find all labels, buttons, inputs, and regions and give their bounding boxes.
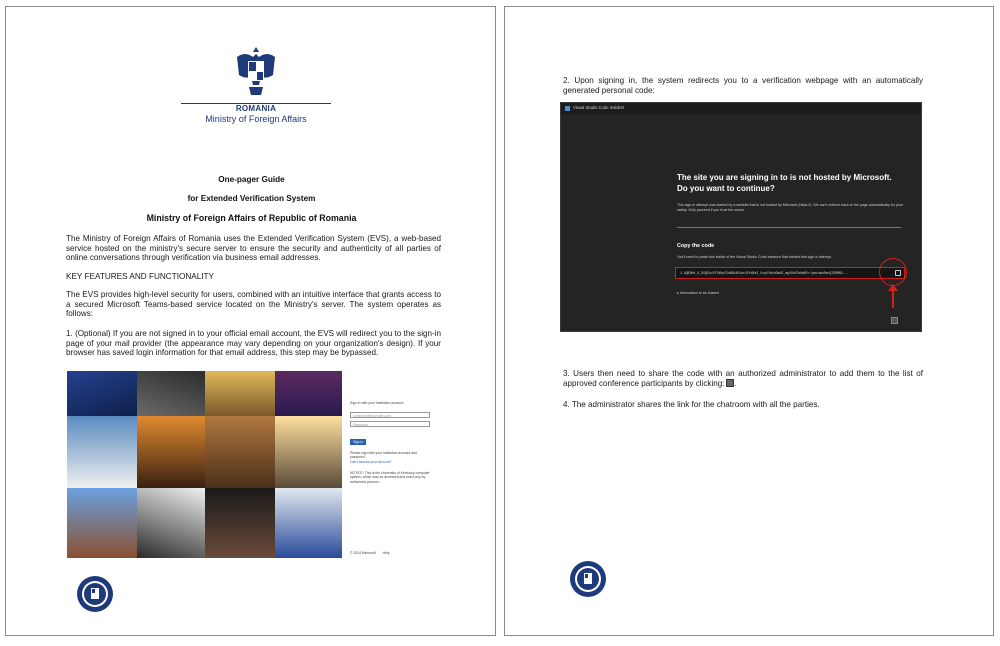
collage-photo [67, 416, 137, 488]
signin-footer-copyright: © 2024 Microsoft [350, 551, 376, 555]
signin-email-field[interactable] [350, 412, 430, 418]
step-2-paragraph: 2. Upon signing in, the system redirects you to a verification webpage with an automatically generated personal code: [563, 76, 923, 95]
logo-ministry: Ministry of Foreign Affairs [205, 114, 307, 124]
signin-prompt: Sign in with your Institution account: [350, 401, 405, 405]
verification-code: 1.AQEAMx_8_9XQ5huT0TWHpCSdN9kA5Vwc3FkH9eI_5vqVYWvhDaWI_mgX0b5SeHwBYrYpmcdaoRanQI0SMR9... [680, 271, 849, 275]
copy-icon[interactable] [891, 317, 898, 324]
collage-photo [275, 416, 342, 488]
vscode-icon [565, 106, 570, 111]
step-3-paragraph: 3. Users then need to share the code with an authorized administrator to add them to the list of approved conference participants by clicking: . [563, 369, 923, 388]
ministry-logo [181, 45, 331, 127]
signin-password-field[interactable] [350, 421, 430, 427]
forgot-account-link[interactable]: Can't access your account? [350, 460, 392, 464]
screenshot-window-title: Visual Studio Code Insiders [573, 105, 625, 110]
signin-panel [342, 371, 437, 558]
collage-photo [137, 488, 205, 558]
logo-country: ROMANIA [235, 104, 277, 113]
collage-photo [67, 371, 137, 416]
collage-photo [205, 371, 275, 416]
screenshot-titlebar [561, 103, 921, 114]
collage-photo [137, 416, 205, 488]
screenshot-divider [677, 227, 901, 228]
doc-title-line-2: for Extended Verification System [187, 194, 316, 203]
signin-password-placeholder: Password [353, 423, 368, 427]
screenshot-warning: This sign in attempt was started by a website that is not hosted by Microsoft (https://). We can't redirect back to the page automatically for your safety. Only proceed if you trust the owner. [677, 203, 903, 212]
collage-photo [275, 371, 342, 416]
copy-code-instruction: You'll need to paste this inside of the Visual Studio Code instance that started this sign in attempt. [677, 255, 832, 259]
info-disclosure-label: Information to be shared [679, 291, 719, 295]
highlight-arrow-line [892, 286, 894, 308]
highlight-circle [879, 258, 907, 286]
collage-photo [205, 416, 275, 488]
signin-email-placeholder: someone@example.com [353, 414, 391, 418]
signin-photo-collage [67, 371, 342, 558]
document-page-1 [5, 6, 496, 636]
doc-title-line-3: Ministry of Foreign Affairs of Republic of Romania [146, 213, 357, 223]
signin-button[interactable]: Sign in [350, 439, 366, 445]
university-seal-icon [569, 560, 607, 598]
step-1-paragraph: 1. (Optional) If you are not signed in to your official email account, the EVS will redirect you to the sign-in page of your mail provider (the appearance may vary depending on your organization's design). If your browser has saved login information for that email address, this step may be bypassed. [66, 329, 441, 358]
collage-photo [275, 488, 342, 558]
doc-title-line-1: One-pager Guide [218, 175, 285, 184]
signin-help-text: Please sign with your Institution account and password. [350, 451, 417, 460]
info-disclosure[interactable]: ▸ Information to be shared [677, 291, 719, 295]
signin-notice: NOTICE: This is the University of Kentucky computer system, which may be accessed and used only by authorized persons. [350, 471, 430, 484]
collage-photo [67, 488, 137, 558]
signin-help-link[interactable]: Help [382, 551, 390, 555]
document-page-2 [504, 6, 994, 636]
features-heading: KEY FEATURES AND FUNCTIONALITY [66, 272, 215, 281]
collage-photo [205, 488, 275, 558]
step-4-paragraph: 4. The administrator shares the link for the chatroom with all the parties. [563, 400, 820, 409]
intro-paragraph: The Ministry of Foreign Affairs of Romania uses the Extended Verification System (EVS), a web-based service hosted on the ministry's secure server to ensure the security and authenticity of all parties of online conversations through verification via business email addresses. [66, 234, 441, 263]
collage-photo [137, 371, 205, 416]
copy-code-heading: Copy the code [677, 243, 715, 249]
step-3-text: 3. Users then need to share the code with an authorized administrator to add them to the list of approved conference participants by clicking: [563, 369, 923, 388]
evs-paragraph: The EVS provides high-level security for users, combined with an intuitive interface that grants access to a secured Microsoft Teams-based service located on the Ministry's server. The system operates as follows: [66, 290, 441, 319]
coat-of-arms-icon [233, 45, 279, 101]
verification-code-box[interactable] [675, 267, 905, 279]
verification-screenshot [560, 102, 922, 332]
copy-icon [726, 379, 734, 387]
signin-footer [350, 551, 390, 555]
screenshot-heading: The site you are signing in to is not hosted by Microsoft. Do you want to continue? [677, 173, 892, 193]
university-seal-icon [76, 575, 114, 613]
